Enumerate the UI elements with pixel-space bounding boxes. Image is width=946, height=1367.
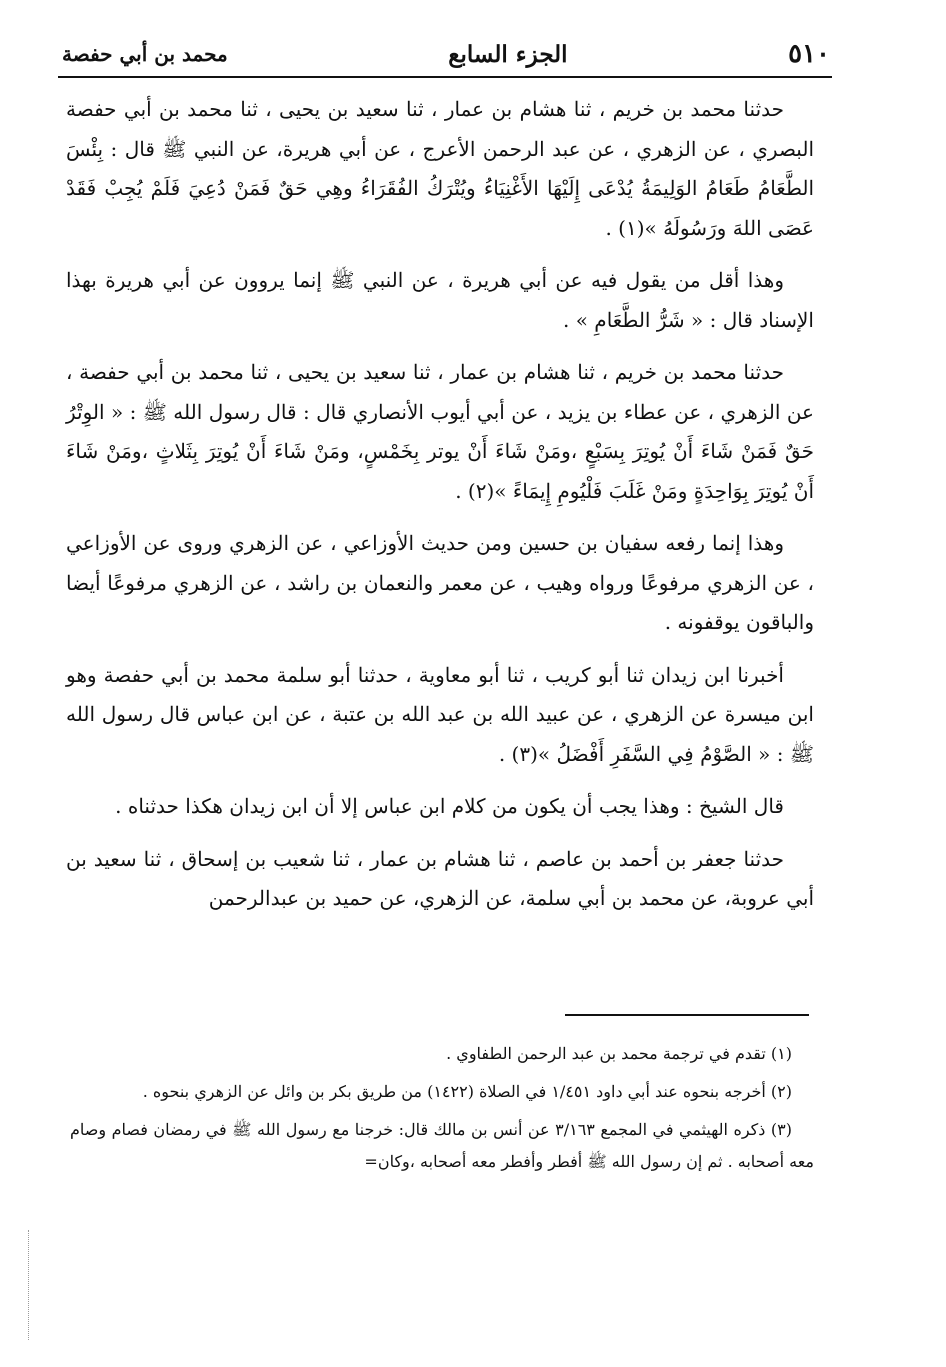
page-header (62, 34, 830, 74)
footnote-separator (565, 1014, 809, 1016)
scan-edge-mark (28, 1230, 29, 1340)
footnote: (٢) أخرجه بنحوه عند أبي داود ١/٤٥١ في الصلاة (١٤٢٢) من طريق بكر بن وائل عن الزهري بنحوه . (142, 1082, 792, 1101)
footnotes (70, 1038, 814, 1184)
paragraph: قال الشيخ : وهذا يجب أن يكون من كلام ابن عباس إلا أن ابن زيدان هكذا حدثناه . (115, 794, 784, 818)
main-text (66, 90, 814, 932)
paragraph: حدثنا محمد بن خريم ، ثنا هشام بن عمار ، ثنا سعيد بن يحيى ، ثنا محمد بن أبي حفصة البصري ، عن الزهري ، عن عبد الرحمن الأعرج ، عن أبي هريرة، عن النبي ﷺ قال : بِئْسَ الطَّعَامُ طَعَامُ الوَلِيمَةُ يُدْعَى إِلَيْهَا الأَغْنِيَاءُ ويُتْرَكُ الفُقَرَاءُ وهِي حَقٌ فَمَنْ دُعِيَ فَلَمْ يُجِبْ فَقَدْ عَصَى اللهَ ورَسُولَهُ »(١) . (66, 97, 814, 240)
running-title: محمد بن أبي حفصة (62, 42, 228, 66)
paragraph: حدثنا جعفر بن أحمد بن عاصم ، ثنا هشام بن عمار ، ثنا شعيب بن إسحاق ، ثنا سعيد بن أبي عروبة، عن محمد بن أبي سلمة، عن الزهري، عن حميد بن عبدالرحمن (66, 846, 814, 910)
paragraph: أخبرنا ابن زيدان ثنا أبو كريب ، ثنا أبو معاوية ، حدثنا أبو سلمة محمد بن أبي حفصة وهو ابن ميسرة عن الزهري ، عن عبيد الله بن عبد الله بن عتبة ، عن ابن عباس قال رسول الله ﷺ : « الصَّوْمُ فِي السَّفَرِ أَفْضَلُ »(٣) . (66, 662, 814, 766)
header-rule (58, 76, 832, 78)
footnote: (١) تقدم في ترجمة محمد بن عبد الرحمن الطفاوي . (446, 1044, 792, 1063)
page-number: ٥١٠ (788, 39, 830, 69)
paragraph: وهذا إنما رفعه سفيان بن حسين ومن حديث الأوزاعي ، عن الزهري وروى عن الأوزاعي ، عن الزهري مرفوعًا ورواه وهيب ، عن معمر والنعمان بن راشد ، عن الزهري مرفوعًا أيضا والباقون يوقفونه . (66, 531, 814, 634)
paragraph: حدثنا محمد بن خريم ، ثنا هشام بن عمار ، ثنا سعيد بن يحيى ، ثنا محمد بن أبي حفصة ، عن الزهري ، عن عطاء بن يزيد ، عن أبي أيوب الأنصاري قال : قال رسول الله ﷺ : « الوِتْرُ حَقٌ فَمَنْ شَاءَ أَنْ يُوتِرَ بِسَبْعٍ ،ومَنْ شَاءَ أَنْ يوتر بِخَمْسٍ، ومَنْ شَاءَ أَنْ يُوتِرَ بِثَلاثٍ ،ومَنْ شَاءَ أَنْ يُوتِرَ بِوَاحِدَةٍ ومَنْ غَلَبَ فَلْيُومِ إِيمَاءً »(٢) . (66, 360, 814, 503)
paragraph: وهذا أقل من يقول فيه عن أبي هريرة ، عن النبي ﷺ إنما يروون عن أبي هريرة بهذا الإسناد قال : « شَرُّ الطَّعَامِ » . (66, 268, 814, 332)
footnote: (٣) ذكره الهيثمي في المجمع ٣/١٦٣ عن أنس بن مالك قال: خرجنا مع رسول الله ﷺ في رمضان فصام وصام معه أصحابه . ثم إن رسول الله ﷺ أفطر وأفطر معه أصحابه ،وكان= (70, 1120, 814, 1171)
part-title: الجزء السابع (448, 40, 568, 68)
